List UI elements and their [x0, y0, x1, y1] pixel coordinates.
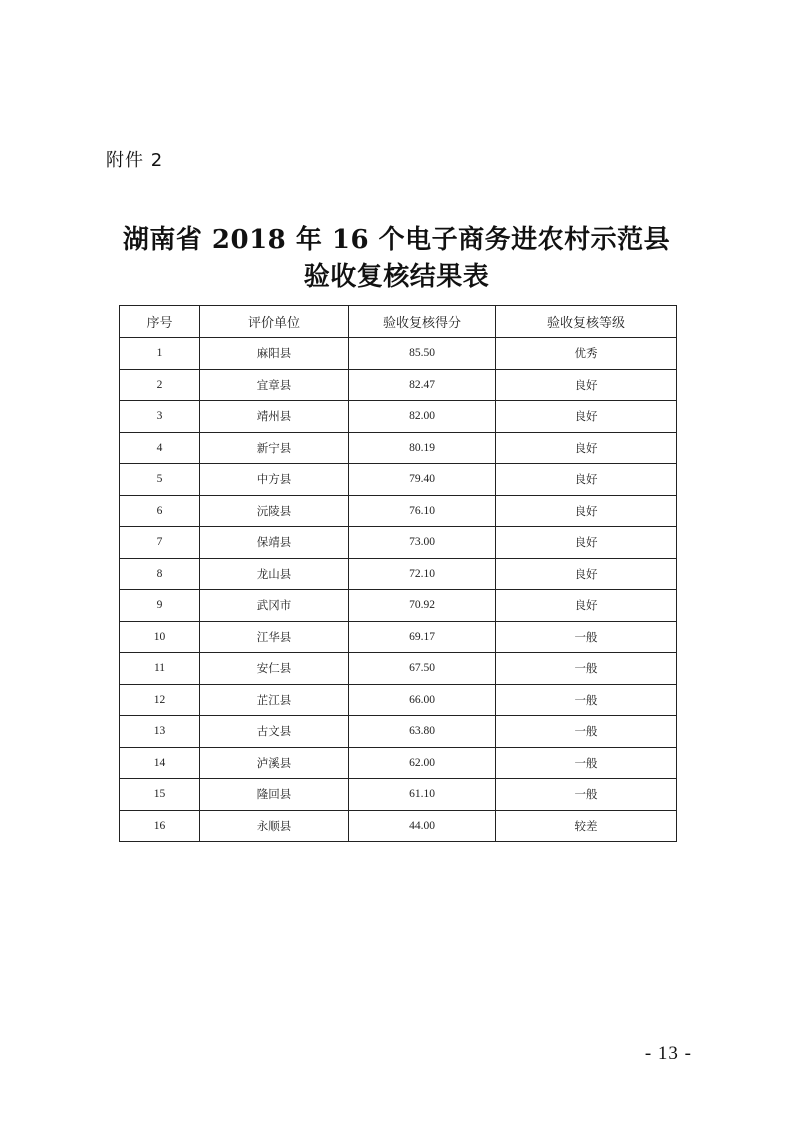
unit-name-cell: 隆回县: [200, 779, 349, 811]
grade-cell: 良好: [496, 495, 677, 527]
unit-name-cell: 麻阳县: [200, 338, 349, 370]
row-number-cell: 6: [120, 495, 200, 527]
document-title-line-2: 验收复核结果表: [303, 262, 490, 292]
unit-name-cell: 靖州县: [200, 401, 349, 433]
table-row: [120, 684, 677, 716]
results-table: [119, 305, 677, 842]
row-number-cell: 12: [120, 684, 200, 716]
score-cell: 62.00: [349, 747, 496, 779]
row-number-cell: 9: [120, 590, 200, 622]
table-row: [120, 464, 677, 496]
score-cell: 79.40: [349, 464, 496, 496]
table-row: [120, 338, 677, 370]
table-row: [120, 369, 677, 401]
table-body: [120, 338, 677, 842]
grade-cell: 良好: [496, 401, 677, 433]
unit-name-cell: 芷江县: [200, 684, 349, 716]
header-row: [120, 306, 677, 338]
attachment-label: 附件 2: [106, 150, 164, 171]
unit-name-cell: 武冈市: [200, 590, 349, 622]
unit-name-cell: 泸溪县: [200, 747, 349, 779]
unit-name-cell: 沅陵县: [200, 495, 349, 527]
grade-cell: 良好: [496, 527, 677, 559]
unit-name-cell: 新宁县: [200, 432, 349, 464]
grade-cell: 良好: [496, 432, 677, 464]
score-cell: 67.50: [349, 653, 496, 685]
page-number: - 13 -: [644, 1043, 692, 1064]
row-number-cell: 13: [120, 716, 200, 748]
row-number-cell: 8: [120, 558, 200, 590]
grade-cell: 一般: [496, 779, 677, 811]
grade-cell: 良好: [496, 558, 677, 590]
row-number-cell: 2: [120, 369, 200, 401]
table-row: [120, 432, 677, 464]
grade-cell: 良好: [496, 464, 677, 496]
header-cell-unit: 评价单位: [200, 306, 349, 338]
score-cell: 44.00: [349, 810, 496, 842]
table-row: [120, 621, 677, 653]
table-row: [120, 401, 677, 433]
score-cell: 73.00: [349, 527, 496, 559]
score-cell: 72.10: [349, 558, 496, 590]
row-number-cell: 7: [120, 527, 200, 559]
score-cell: 70.92: [349, 590, 496, 622]
table-row: [120, 495, 677, 527]
score-cell: 61.10: [349, 779, 496, 811]
grade-cell: 一般: [496, 747, 677, 779]
table-row: [120, 779, 677, 811]
unit-name-cell: 保靖县: [200, 527, 349, 559]
score-cell: 80.19: [349, 432, 496, 464]
unit-name-cell: 龙山县: [200, 558, 349, 590]
unit-name-cell: 中方县: [200, 464, 349, 496]
table-row: [120, 810, 677, 842]
score-cell: 76.10: [349, 495, 496, 527]
header-cell-no: 序号: [120, 306, 200, 338]
row-number-cell: 16: [120, 810, 200, 842]
header-cell-grade: 验收复核等级: [496, 306, 677, 338]
table-header: [120, 306, 677, 338]
grade-cell: 较差: [496, 810, 677, 842]
table-row: [120, 590, 677, 622]
grade-cell: 一般: [496, 621, 677, 653]
table-row: [120, 527, 677, 559]
row-number-cell: 5: [120, 464, 200, 496]
table-row: [120, 653, 677, 685]
row-number-cell: 14: [120, 747, 200, 779]
row-number-cell: 11: [120, 653, 200, 685]
score-cell: 63.80: [349, 716, 496, 748]
unit-name-cell: 安仁县: [200, 653, 349, 685]
table-row: [120, 716, 677, 748]
row-number-cell: 15: [120, 779, 200, 811]
grade-cell: 一般: [496, 653, 677, 685]
table-row: [120, 747, 677, 779]
document-title-line-1: 湖南省 2018 年 16 个电子商务进农村示范县: [122, 225, 671, 255]
grade-cell: 优秀: [496, 338, 677, 370]
grade-cell: 良好: [496, 369, 677, 401]
score-cell: 82.00: [349, 401, 496, 433]
grade-cell: 良好: [496, 590, 677, 622]
row-number-cell: 3: [120, 401, 200, 433]
row-number-cell: 1: [120, 338, 200, 370]
grade-cell: 一般: [496, 684, 677, 716]
unit-name-cell: 古文县: [200, 716, 349, 748]
score-cell: 82.47: [349, 369, 496, 401]
unit-name-cell: 宜章县: [200, 369, 349, 401]
row-number-cell: 10: [120, 621, 200, 653]
unit-name-cell: 江华县: [200, 621, 349, 653]
score-cell: 66.00: [349, 684, 496, 716]
row-number-cell: 4: [120, 432, 200, 464]
score-cell: 69.17: [349, 621, 496, 653]
header-cell-score: 验收复核得分: [349, 306, 496, 338]
table-row: [120, 558, 677, 590]
score-cell: 85.50: [349, 338, 496, 370]
unit-name-cell: 永顺县: [200, 810, 349, 842]
grade-cell: 一般: [496, 716, 677, 748]
